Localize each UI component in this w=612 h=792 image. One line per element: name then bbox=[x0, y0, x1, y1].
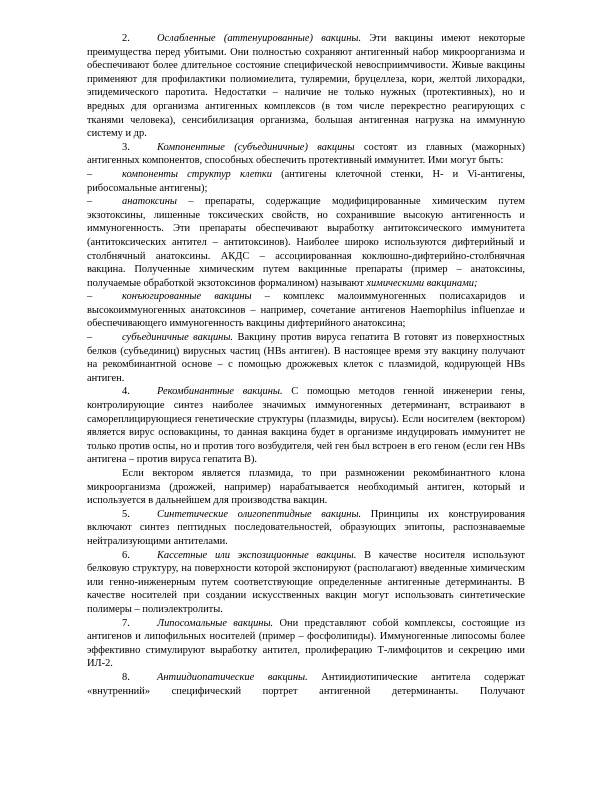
paragraph-text: В качестве носителя используют белковую структуру, на поверхности которой экспонируют (располагают) введенные химическим или генно-инженерным путем соответствующие определенные антигенные детерминанты. В качестве носителей при создании искусственных вакцин могут использовать синтетические полимеры – полиэлектролиты. bbox=[87, 549, 525, 615]
paragraph-text: Антиидиотипические антитела содержат «внутренний» специфический портрет антигенной детерминанты. Получают bbox=[87, 671, 525, 697]
list-item-text: (антигены клеточной стенки, Н- и Vi-антигены, рибосомальные антигены); bbox=[87, 168, 525, 194]
term-conjugated-vaccines: конъюгированные вакцины bbox=[122, 291, 252, 303]
term-component-vaccines: Компонентные (субъединичные) вакцины bbox=[157, 141, 355, 153]
paragraph-text: Принципы их конструирования включают синтез пептидных последовательностей, образующих эпитопы, распознаваемые нейтрализующими антителами. bbox=[87, 508, 525, 547]
paragraph-2 bbox=[87, 32, 525, 141]
paragraph-number: 4. bbox=[122, 386, 130, 398]
term-attenuated-vaccines: Ослабленные (аттенуированные) вакцины. bbox=[157, 33, 362, 44]
list-item-text: – препараты, содержащие модифицированные химическим путем экзотоксины, лишенные токсических свойств, но сохранившие высокую антигенность и иммуногенность. Эти препараты обеспечивают выработку антитоксического иммунитета (антитоксических антител – антитоксинов). Наиболее широко используются дифтерийный и столбнячный анатоксины. АКДС – ассоциированная коклюшно-дифтерийно-столбнячная вакцина. Полученные химическим путем вакцинные препараты (пример – анатоксины, получаемые обработкой экзотоксинов формалином) называют bbox=[87, 196, 525, 289]
paragraph-number: 3. bbox=[122, 141, 130, 153]
term-chemical-vaccines: химическими вакцинами; bbox=[366, 277, 478, 289]
paragraph-number: 5. bbox=[122, 508, 130, 520]
paragraph-6 bbox=[87, 549, 525, 617]
paragraph-5 bbox=[87, 508, 525, 549]
paragraph-plasmid-vector bbox=[87, 467, 525, 508]
list-item-anatoxins bbox=[87, 195, 525, 290]
paragraph-text: Эти вакцины имеют некоторые преимущества перед убитыми. Они полностью сохраняют антигенный набор микроорганизма и обеспечивают более длительное состояние специфической невосприимчивости. Живые вакцины применяют для профилактики полиомиелита, туляремии, бруцеллеза, кори, желтой лихорадки, эпидемического паротита. Недостатки – наличие не только нужных (протективных), но и вредных для организма антигенных комплексов (в том числе перекрестно реагирующих с тканями человека), сенсибилизация организма, большая антигенная нагрузка на иммунную систему и др. bbox=[87, 33, 525, 140]
term-cassette-vaccines: Кассетные или экспозиционные вакцины. bbox=[157, 549, 357, 561]
term-cell-structure-components: компоненты структур клетки bbox=[122, 168, 272, 180]
paragraph-number: 6. bbox=[122, 549, 130, 561]
list-item-conjugated-vaccines bbox=[87, 290, 525, 331]
list-item-cell-components bbox=[87, 168, 525, 195]
term-anti-idiotypic-vaccines: Антиидиопатические вакцины. bbox=[157, 671, 308, 683]
paragraph-text: Если вектором является плазмида, то при размножении рекомбинантного клона микроорганизма (дрожжей, например) нарабатывается необходимый антиген, который и используется в дальнейшем для производства вакцин. bbox=[87, 468, 525, 507]
list-item-text: Вакцину против вируса гепатита В готовят из поверхностных белков (субъединиц) вирусных частиц (HBs антиген). В настоящее время эту вакцину получают на рекомбинантной основе – с помощью дрожжевых клеток с плазмидой, кодирующей HBs антиген. bbox=[87, 332, 525, 384]
paragraph-3 bbox=[87, 141, 525, 168]
term-subunit-vaccines: субъединичные вакцины. bbox=[122, 332, 234, 344]
paragraph-text: состоят из главных (мажорных) антигенных компонентов, способных обеспечить протективный иммунитет. Ими могут быть: bbox=[87, 141, 525, 167]
list-item-text: – комплекс малоиммуногенных полисахаридов и высокоиммуногенных анатоксинов – например, сочетание антигенов Haemophilus influenzae и обеспечивающего иммуногенность вакцины дифтерийного анатоксина; bbox=[87, 291, 525, 330]
paragraph-8 bbox=[87, 671, 525, 698]
term-synthetic-oligopeptide-vaccines: Синтетические олигопептидные вакцины. bbox=[157, 508, 362, 520]
paragraph-number: 2. bbox=[122, 33, 130, 44]
paragraph-4 bbox=[87, 385, 525, 467]
term-liposomal-vaccines: Липосомальные вакцины. bbox=[157, 617, 274, 629]
dash-marker: – bbox=[87, 168, 93, 180]
paragraph-text: С помощью методов генной инженерии гены, контролирующие синтез наиболее значимых иммуногенных детерминант, встраивают в самореплицирующиеся генетические структуры (плазмиды, вирусы). Если носителем (вектором) является вирус осповакцины, то данная вакцина будет в организме индуцировать иммунитет не только против оспы, но и против того возбудителя, чей ген был встроен в его геном (если ген HBs антигена – против вируса гепатита В). bbox=[87, 386, 525, 466]
term-anatoxins: анатоксины bbox=[122, 196, 177, 208]
dash-marker: – bbox=[87, 291, 93, 303]
dash-marker: – bbox=[87, 196, 93, 208]
paragraph-text: Они представляют собой комплексы, состоящие из антигенов и липофильных носителей (пример – фосфолипиды). Иммуногенные липосомы более эффективно стимулируют выработку антител, пролиферацию Т-лимфоцитов и секрецию ими ИЛ-2. bbox=[87, 617, 525, 670]
dash-marker: – bbox=[87, 332, 93, 344]
paragraph-7 bbox=[87, 617, 525, 671]
paragraph-number: 8. bbox=[122, 671, 130, 683]
list-item-subunit-vaccines bbox=[87, 331, 525, 385]
term-recombinant-vaccines: Рекомбинантные вакцины. bbox=[157, 386, 283, 398]
paragraph-number: 7. bbox=[122, 617, 130, 629]
